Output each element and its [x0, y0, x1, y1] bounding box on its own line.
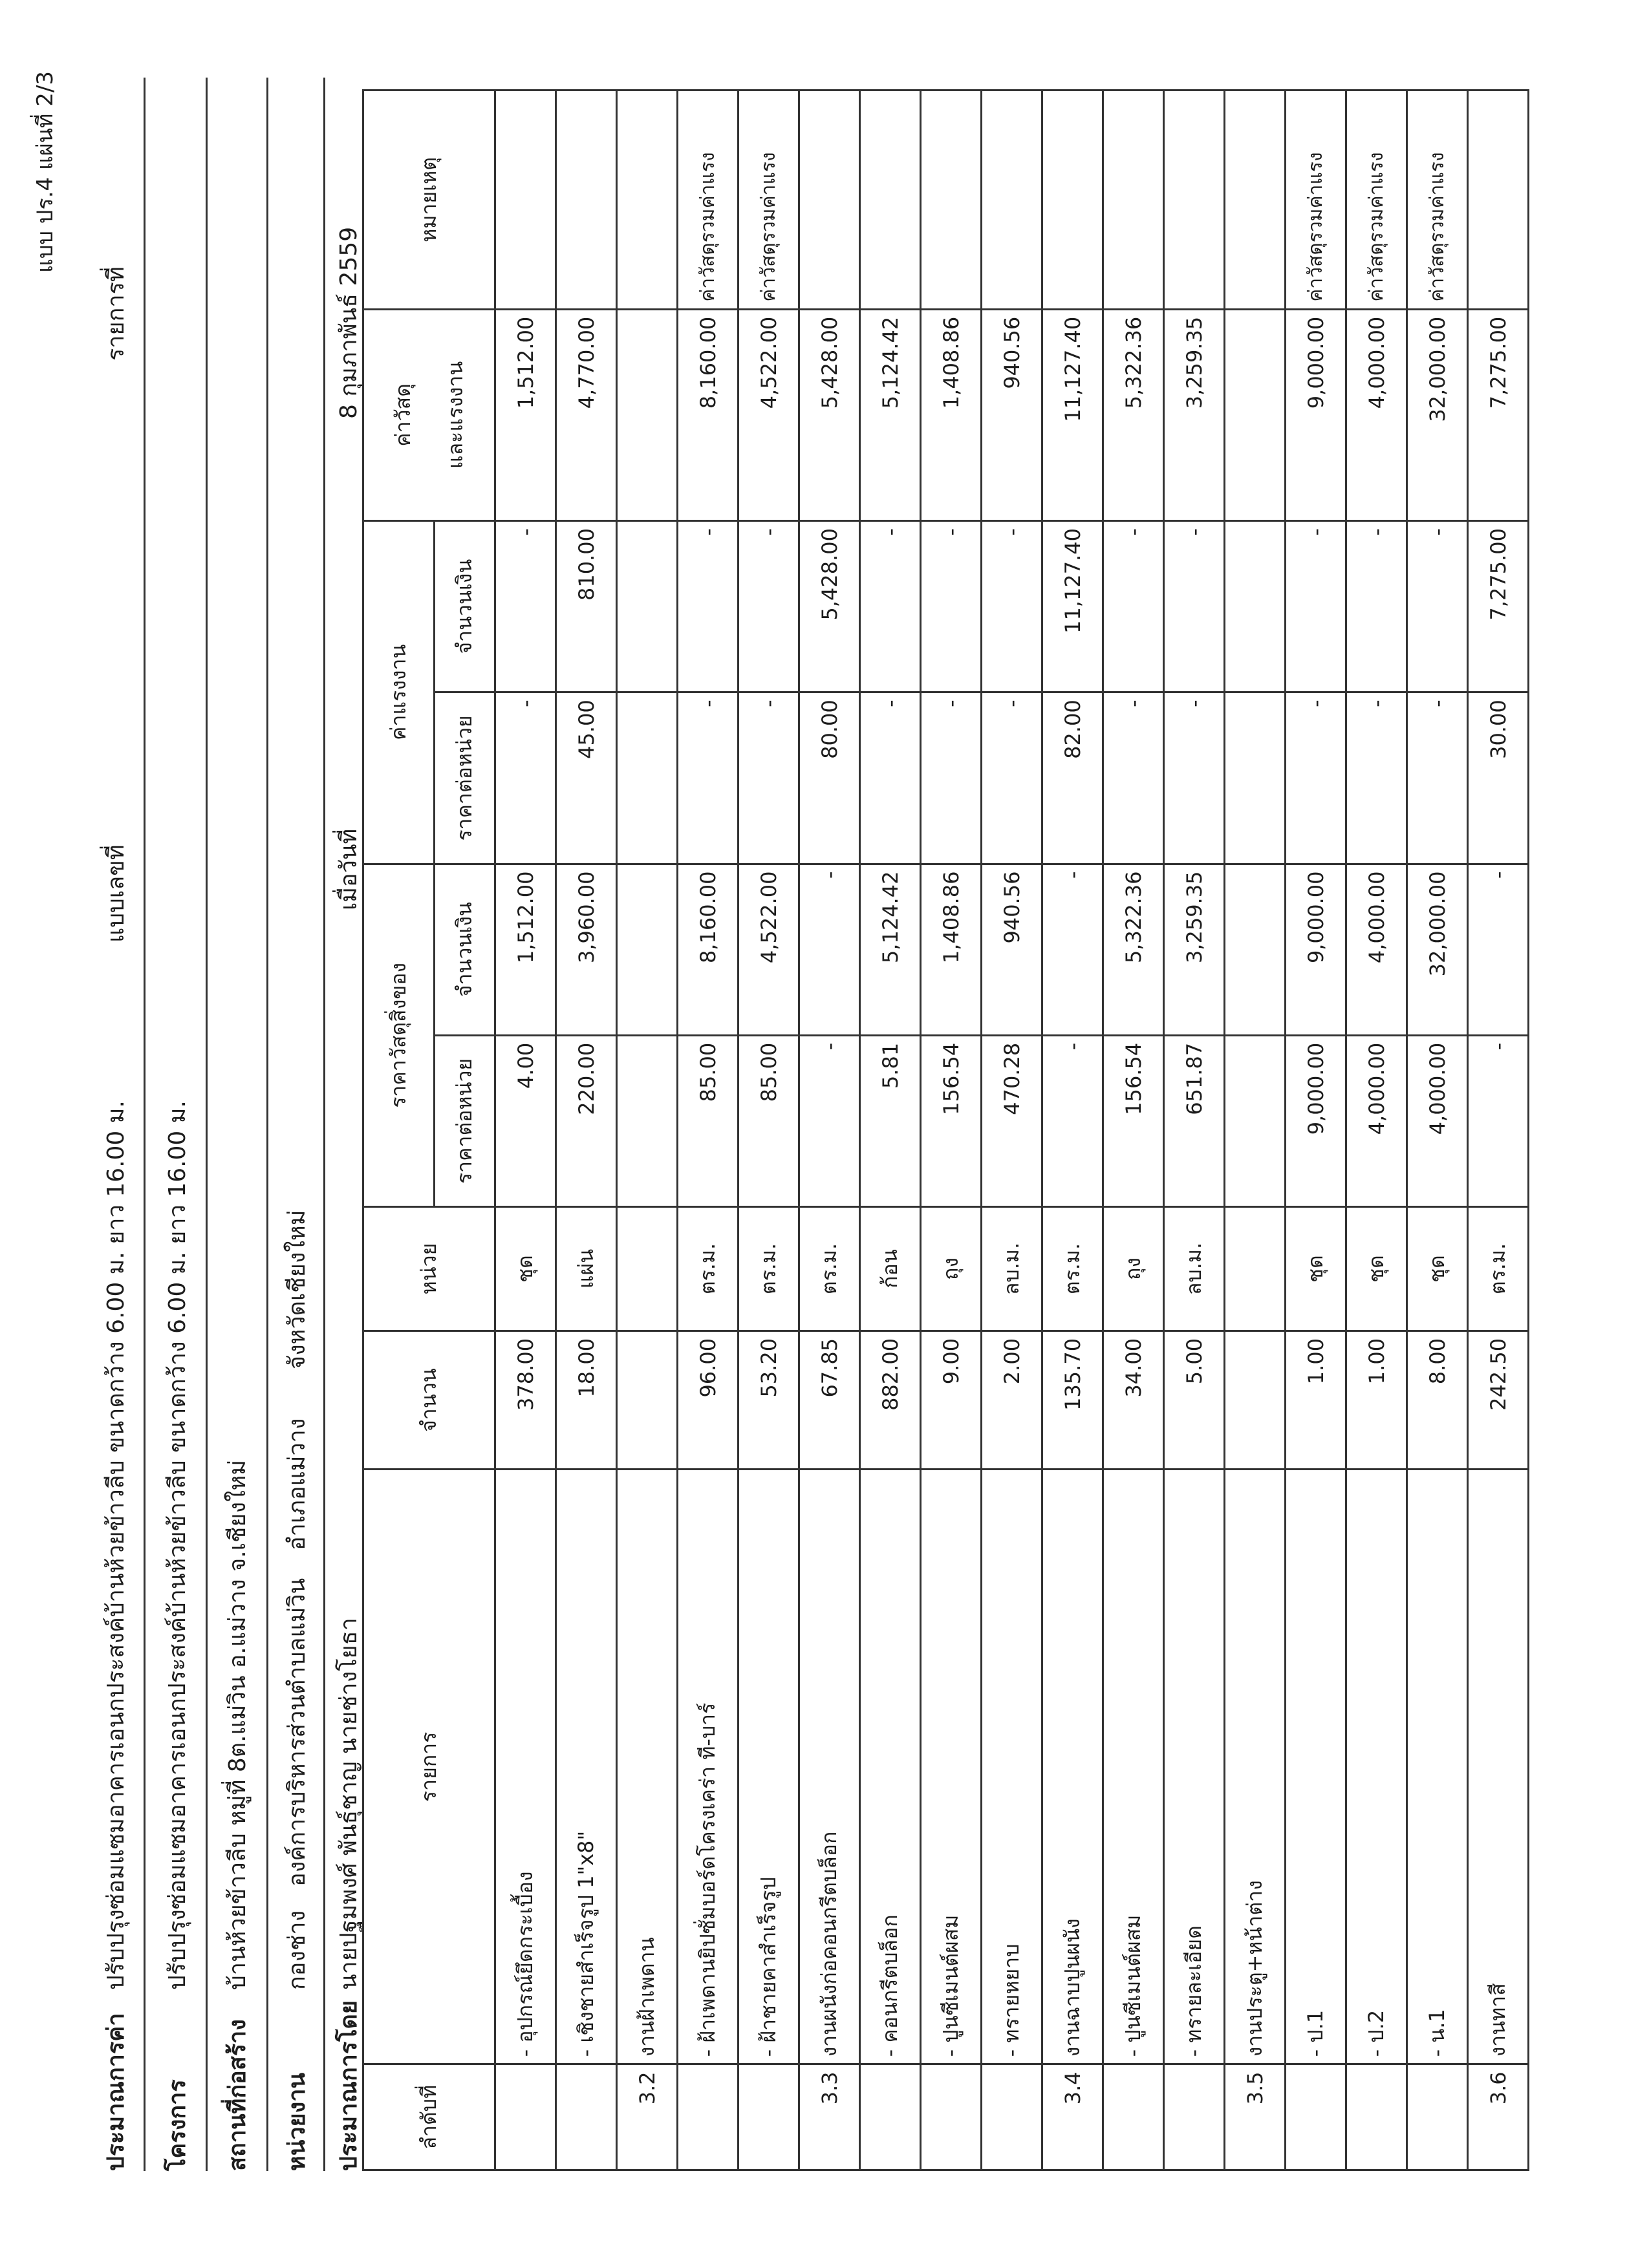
row-mat-price: 85.00: [678, 1035, 738, 1206]
row-lab-amount: -: [860, 521, 921, 692]
row-lab-amount: [1225, 521, 1286, 692]
unit-org: องค์การบริหารส่วนตำบลแม่วิน: [284, 1578, 310, 1887]
row-mat-price: 85.00: [738, 1035, 799, 1206]
date-label: เมื่อวันที่: [336, 828, 362, 910]
row-qty: 882.00: [860, 1331, 921, 1469]
row-no: [1164, 2064, 1225, 2170]
row-lab-amount: -: [1103, 521, 1164, 692]
site-label: สถานที่ก่อสร้าง: [224, 2019, 251, 2171]
row-no: 3.2: [617, 2064, 678, 2170]
row-qty: 67.85: [799, 1331, 860, 1469]
row-lab-price: -: [1103, 692, 1164, 864]
form-id: แบบ ปร.4 แผ่นที่ 2/3: [32, 71, 58, 273]
row-no: [982, 2064, 1042, 2170]
header-site: [219, 78, 255, 2171]
table-row: [495, 91, 556, 2170]
row-no: [495, 2064, 556, 2170]
row-mat-price: 4.00: [495, 1035, 556, 1206]
col-mat-unit-price: ราคาต่อหน่วย: [435, 1035, 495, 1206]
row-item: - น.1: [1407, 1470, 1468, 2064]
row-lab-price: -: [921, 692, 982, 864]
header-project: [158, 78, 195, 2171]
estimate-table: [362, 89, 1529, 2171]
header-rule: [206, 78, 208, 2171]
row-total: 4,000.00: [1346, 309, 1407, 520]
table-row: [1468, 91, 1529, 2170]
row-lab-price: -: [860, 692, 921, 864]
col-item: รายการ: [363, 1470, 495, 2064]
row-total: 5,322.36: [1103, 309, 1164, 520]
row-lab-amount: 11,127.40: [1042, 521, 1103, 692]
row-mat-price: 651.87: [1164, 1035, 1225, 1206]
by-label: ประมาณการโดย: [336, 2000, 362, 2171]
row-remark: [1468, 91, 1529, 310]
row-mat-amount: 5,124.42: [860, 864, 921, 1035]
row-lab-amount: -: [1164, 521, 1225, 692]
row-unit: ตร.ม.: [738, 1207, 799, 1331]
row-item: งานประตู+หน้าต่าง: [1225, 1470, 1286, 2064]
project-value: ปรับปรุงซ่อมแซมอาคารเอนกประสงค์บ้านห้วยข้าวลีบ ขนาดกว้าง 6.00 ม. ยาว 16.00 ม.: [164, 1100, 191, 1990]
row-no: [1103, 2064, 1164, 2170]
row-total: 5,428.00: [799, 309, 860, 520]
row-total: 1,512.00: [495, 309, 556, 520]
row-no: [738, 2064, 799, 2170]
row-no: [1346, 2064, 1407, 2170]
row-mat-amount: 9,000.00: [1286, 864, 1346, 1035]
row-item: - ปูนซีเมนต์ผสม: [921, 1470, 982, 2064]
row-mat-amount: 1,408.86: [921, 864, 982, 1035]
table-row: [1286, 91, 1346, 2170]
row-lab-price: -: [495, 692, 556, 864]
row-lab-price: 82.00: [1042, 692, 1103, 864]
row-item: - ฝ้าชายคาสำเร็จรูป: [738, 1470, 799, 2064]
row-remark: ค่าวัสดุรวมค่าแรง: [738, 91, 799, 310]
row-remark: [1164, 91, 1225, 310]
row-remark: [1103, 91, 1164, 310]
row-unit: ชุด: [1407, 1207, 1468, 1331]
row-mat-amount: 8,160.00: [678, 864, 738, 1035]
row-qty: 242.50: [1468, 1331, 1529, 1469]
row-unit: ก้อน: [860, 1207, 921, 1331]
row-lab-amount: -: [495, 521, 556, 692]
row-qty: 1.00: [1286, 1331, 1346, 1469]
row-lab-price: 80.00: [799, 692, 860, 864]
row-total: 3,259.35: [1164, 309, 1225, 520]
row-unit: แผ่น: [556, 1207, 617, 1331]
row-mat-amount: [617, 864, 678, 1035]
row-item: - ทรายหยาบ: [982, 1470, 1042, 2064]
row-unit: [1225, 1207, 1286, 1331]
row-unit: [617, 1207, 678, 1331]
row-mat-price: 9,000.00: [1286, 1035, 1346, 1206]
row-mat-amount: 3,960.00: [556, 864, 617, 1035]
row-item: งานฉาบปูนผนัง: [1042, 1470, 1103, 2064]
row-total: 32,000.00: [1407, 309, 1468, 520]
row-remark: [921, 91, 982, 310]
row-remark: ค่าวัสดุรวมค่าแรง: [1286, 91, 1346, 310]
row-remark: [556, 91, 617, 310]
row-unit: ตร.ม.: [678, 1207, 738, 1331]
site-value: บ้านห้วยข้าวลีบ หมู่ที่ 8ต.แม่วิน อ.แม่วาง จ.เชียงใหม่: [224, 1459, 251, 1990]
row-no: [860, 2064, 921, 2170]
row-no: [921, 2064, 982, 2170]
row-mat-amount: 3,259.35: [1164, 864, 1225, 1035]
row-mat-amount: -: [799, 864, 860, 1035]
row-mat-price: 156.54: [921, 1035, 982, 1206]
row-mat-amount: [1225, 864, 1286, 1035]
row-mat-amount: 5,322.36: [1103, 864, 1164, 1035]
row-mat-price: [617, 1035, 678, 1206]
project-label: โครงการ: [164, 2079, 191, 2171]
header-rule: [323, 78, 325, 2171]
row-item: - เชิงชายสำเร็จรูป 1"x8": [556, 1470, 617, 2064]
row-remark: [860, 91, 921, 310]
row-lab-amount: -: [982, 521, 1042, 692]
row-mat-amount: -: [1042, 864, 1103, 1035]
row-item: งานฝ้าเพดาน: [617, 1470, 678, 2064]
row-mat-price: [1225, 1035, 1286, 1206]
header-by: [330, 78, 367, 2171]
row-mat-price: 156.54: [1103, 1035, 1164, 1206]
row-lab-amount: -: [1286, 521, 1346, 692]
row-mat-price: 470.28: [982, 1035, 1042, 1206]
row-item: - ปูนซีเมนต์ผสม: [1103, 1470, 1164, 2064]
row-no: 3.6: [1468, 2064, 1529, 2170]
row-unit: ตร.ม.: [1468, 1207, 1529, 1331]
table-row: [860, 91, 921, 2170]
row-total: 9,000.00: [1286, 309, 1346, 520]
unit-province: จังหวัดเชียงใหม่: [284, 1210, 310, 1369]
row-mat-amount: -: [1468, 864, 1529, 1035]
row-total: 4,522.00: [738, 309, 799, 520]
table-row: [678, 91, 738, 2170]
table-row: [799, 91, 860, 2170]
row-mat-price: -: [1042, 1035, 1103, 1206]
row-total: [617, 309, 678, 520]
row-mat-price: 220.00: [556, 1035, 617, 1206]
row-qty: 53.20: [738, 1331, 799, 1469]
col-material: ราคาวัสดุสิ่งของ: [363, 864, 435, 1207]
row-item: งานผนังก่อคอนกรีตบล็อก: [799, 1470, 860, 2064]
row-lab-price: [1225, 692, 1286, 864]
col-remark: หมายเหตุ: [363, 91, 495, 310]
row-item: - ฝ้าเพดานยิปซั่มบอร์ดโครงเคร่า ที-บาร์: [678, 1470, 738, 2064]
row-item: - คอนกรีตบล็อก: [860, 1470, 921, 2064]
table-row: [1407, 91, 1468, 2170]
estimate-label: ประมาณการค่า: [103, 2013, 129, 2171]
col-total-line2: และแรงงาน: [442, 361, 468, 469]
row-mat-amount: 32,000.00: [1407, 864, 1468, 1035]
row-unit: ตร.ม.: [799, 1207, 860, 1331]
row-lab-amount: 5,428.00: [799, 521, 860, 692]
row-no: [1286, 2064, 1346, 2170]
row-lab-price: -: [678, 692, 738, 864]
row-mat-price: 5.81: [860, 1035, 921, 1206]
row-unit: ชุด: [495, 1207, 556, 1331]
table-row: [1042, 91, 1103, 2170]
col-labor: ค่าแรงงาน: [363, 521, 435, 864]
row-qty: 135.70: [1042, 1331, 1103, 1469]
row-total: 7,275.00: [1468, 309, 1529, 520]
row-unit: ลบ.ม.: [982, 1207, 1042, 1331]
table-row: [617, 91, 678, 2170]
row-no: 3.5: [1225, 2064, 1286, 2170]
col-qty: จำนวน: [363, 1331, 495, 1469]
row-remark: [982, 91, 1042, 310]
row-qty: [1225, 1331, 1286, 1469]
header-unit: [278, 78, 315, 2171]
row-remark: [1042, 91, 1103, 310]
row-lab-price: -: [1164, 692, 1225, 864]
row-unit: ตร.ม.: [1042, 1207, 1103, 1331]
row-unit: ลบ.ม.: [1164, 1207, 1225, 1331]
row-mat-amount: 4,522.00: [738, 864, 799, 1035]
row-qty: 8.00: [1407, 1331, 1468, 1469]
row-lab-price: -: [1407, 692, 1468, 864]
row-qty: [617, 1331, 678, 1469]
row-qty: 1.00: [1346, 1331, 1407, 1469]
row-no: 3.4: [1042, 2064, 1103, 2170]
table-row: [1103, 91, 1164, 2170]
row-mat-price: -: [799, 1035, 860, 1206]
row-unit: ถุง: [1103, 1207, 1164, 1331]
row-lab-price: -: [982, 692, 1042, 864]
row-item: งานทาสี: [1468, 1470, 1529, 2064]
row-qty: 18.00: [556, 1331, 617, 1469]
row-qty: 96.00: [678, 1331, 738, 1469]
row-mat-amount: 940.56: [982, 864, 1042, 1035]
row-no: [556, 2064, 617, 2170]
row-lab-amount: -: [1407, 521, 1468, 692]
row-lab-amount: [617, 521, 678, 692]
row-lab-amount: 810.00: [556, 521, 617, 692]
row-mat-amount: 1,512.00: [495, 864, 556, 1035]
row-qty: 5.00: [1164, 1331, 1225, 1469]
row-no: [678, 2064, 738, 2170]
unit-label: หน่วยงาน: [284, 2072, 310, 2171]
by-value: นายปฐมพงศ์ พันธุ์ชาญ นายช่างโยธา: [336, 1618, 362, 1990]
header-rule: [144, 78, 146, 2171]
estimate-value: ปรับปรุงซ่อมแซมอาคารเอนกประสงค์บ้านห้วยข้าวลีบ ขนาดกว้าง 6.00 ม. ยาว 16.00 ม.: [103, 1100, 129, 1990]
row-qty: 378.00: [495, 1331, 556, 1469]
row-mat-price: 4,000.00: [1346, 1035, 1407, 1206]
table-row: [556, 91, 617, 2170]
unit-dept: กองช่าง: [284, 1910, 310, 1990]
row-remark: [1225, 91, 1286, 310]
table-row: [982, 91, 1042, 2170]
table-row: [1164, 91, 1225, 2170]
row-unit: ชุด: [1286, 1207, 1346, 1331]
row-remark: [799, 91, 860, 310]
row-qty: 9.00: [921, 1331, 982, 1469]
row-item: - ป.1: [1286, 1470, 1346, 2064]
row-no: [1407, 2064, 1468, 2170]
header-estimate: [97, 78, 134, 2171]
form-no-label: แบบเลขที่: [103, 844, 129, 943]
row-remark: [495, 91, 556, 310]
row-mat-amount: 4,000.00: [1346, 864, 1407, 1035]
row-mat-price: 4,000.00: [1407, 1035, 1468, 1206]
row-remark: [617, 91, 678, 310]
row-mat-price: -: [1468, 1035, 1529, 1206]
col-total: [363, 309, 495, 520]
col-lab-amount: จำนวนเงิน: [435, 521, 495, 692]
row-total: 4,770.00: [556, 309, 617, 520]
row-lab-amount: -: [921, 521, 982, 692]
row-lab-price: -: [1286, 692, 1346, 864]
row-total: 8,160.00: [678, 309, 738, 520]
row-lab-amount: -: [738, 521, 799, 692]
list-label: รายการที่: [103, 266, 129, 361]
row-remark: ค่าวัสดุรวมค่าแรง: [1346, 91, 1407, 310]
row-lab-amount: -: [678, 521, 738, 692]
row-no: 3.3: [799, 2064, 860, 2170]
col-lab-unit-price: ราคาต่อหน่วย: [435, 692, 495, 864]
row-qty: 2.00: [982, 1331, 1042, 1469]
col-no: ลำดับที่: [363, 2064, 495, 2170]
row-remark: ค่าวัสดุรวมค่าแรง: [678, 91, 738, 310]
row-total: 11,127.40: [1042, 309, 1103, 520]
date-value: 8 กุมภาพันธ์ 2559: [336, 226, 362, 419]
unit-district: อำเภอแม่วาง: [284, 1418, 310, 1550]
row-item: - ทรายละเอียด: [1164, 1470, 1225, 2064]
header-rule: [266, 78, 268, 2171]
col-unit: หน่วย: [363, 1207, 495, 1331]
row-total: 5,124.42: [860, 309, 921, 520]
row-unit: ถุง: [921, 1207, 982, 1331]
table-row: [921, 91, 982, 2170]
row-item: - อุปกรณ์ยึดกระเบื้อง: [495, 1470, 556, 2064]
row-lab-price: 30.00: [1468, 692, 1529, 864]
col-total-line1: ค่าวัสดุ: [390, 383, 415, 447]
row-lab-amount: -: [1346, 521, 1407, 692]
row-item: - ป.2: [1346, 1470, 1407, 2064]
row-unit: ชุด: [1346, 1207, 1407, 1331]
row-lab-price: [617, 692, 678, 864]
col-mat-amount: จำนวนเงิน: [435, 864, 495, 1035]
table-row: [1225, 91, 1286, 2170]
row-lab-price: 45.00: [556, 692, 617, 864]
row-total: 1,408.86: [921, 309, 982, 520]
row-lab-price: -: [1346, 692, 1407, 864]
row-total: [1225, 309, 1286, 520]
table-row: [738, 91, 799, 2170]
row-remark: ค่าวัสดุรวมค่าแรง: [1407, 91, 1468, 310]
row-total: 940.56: [982, 309, 1042, 520]
row-lab-amount: 7,275.00: [1468, 521, 1529, 692]
table-row: [1346, 91, 1407, 2170]
row-lab-price: -: [738, 692, 799, 864]
row-qty: 34.00: [1103, 1331, 1164, 1469]
